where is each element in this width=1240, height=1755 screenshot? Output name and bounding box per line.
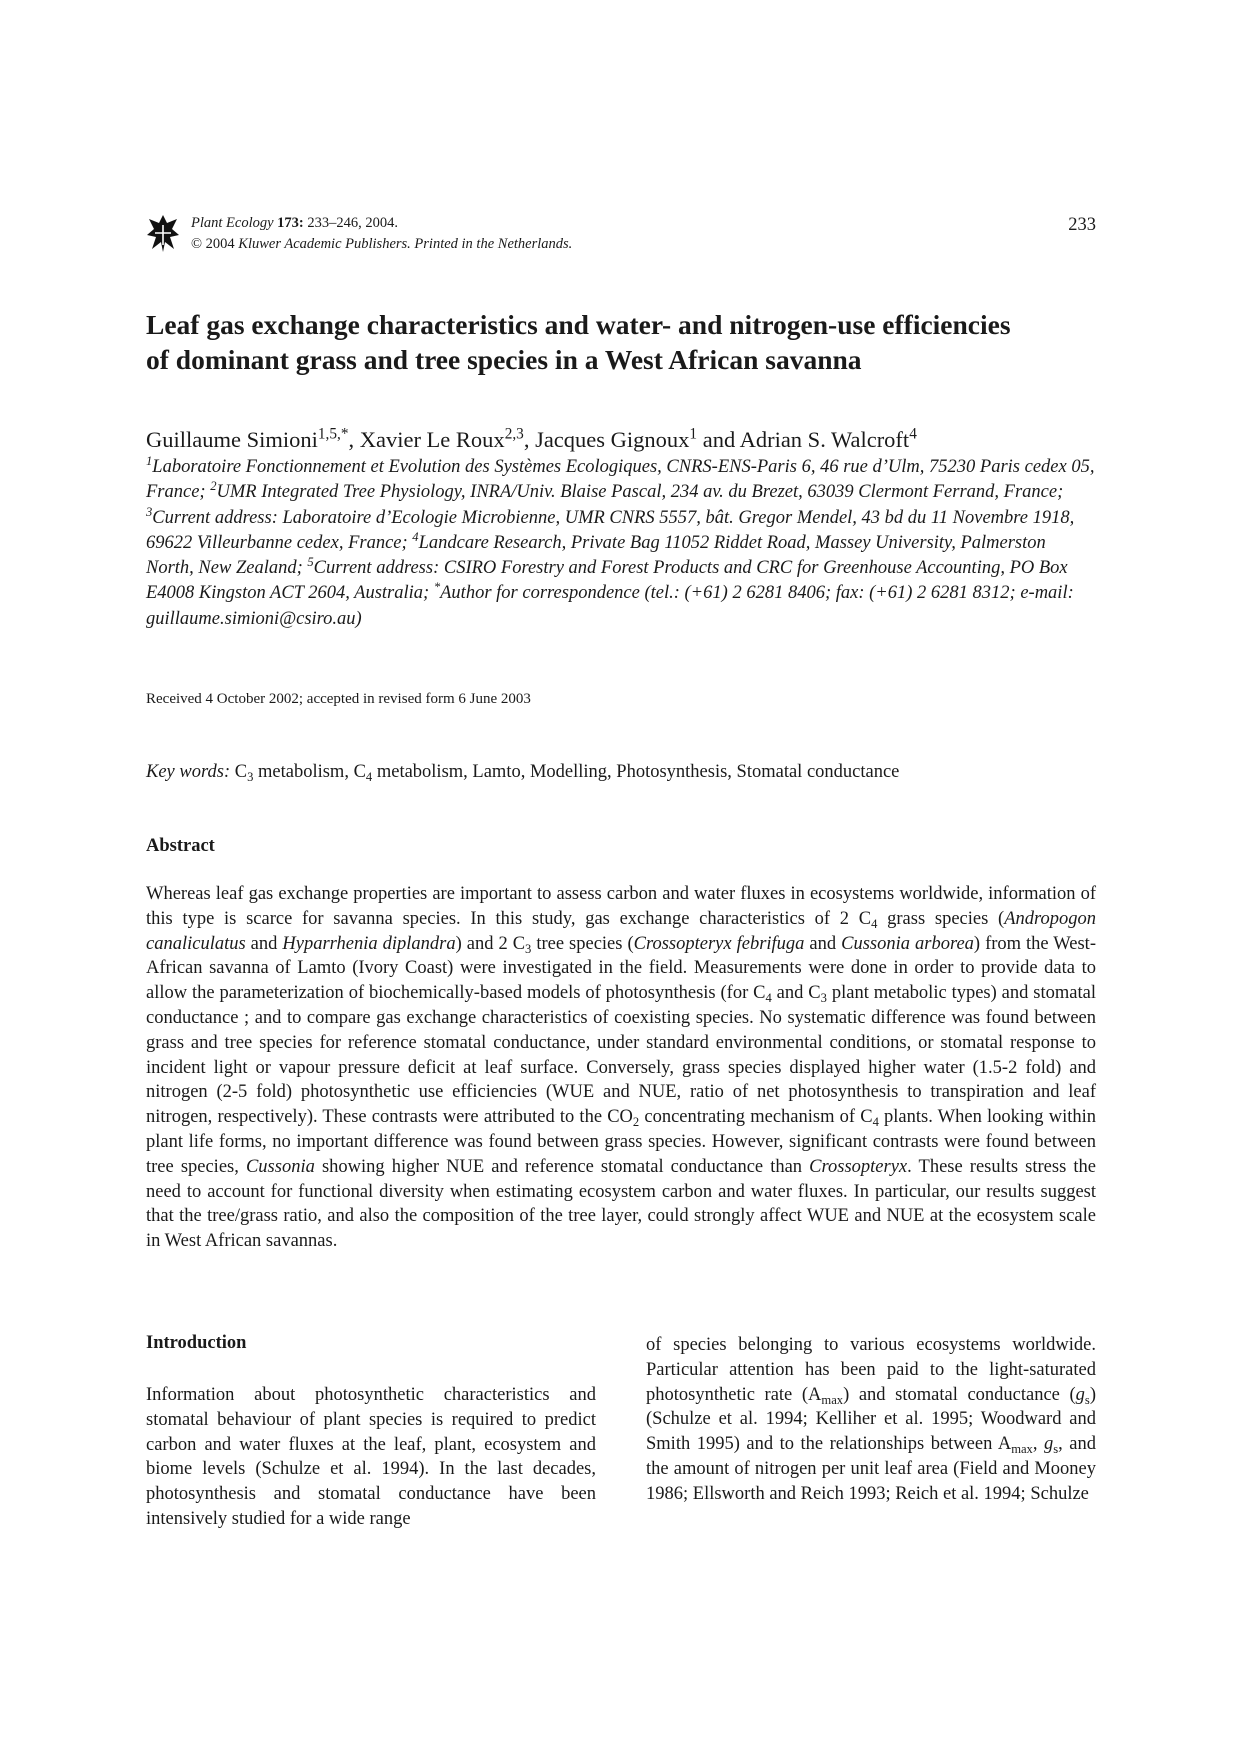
abstract-body — [146, 882, 1096, 1254]
text-run: ) and stomatal conductance ( — [843, 1384, 1076, 1405]
subscript: 4 — [871, 916, 878, 931]
symbol: g — [1043, 1434, 1054, 1455]
subscript: 3 — [247, 769, 254, 784]
text-run: of species belonging to various ecosystems worldwide. Particular attention has been paid to the light-saturated photosynthetic rate (A — [646, 1335, 1096, 1405]
keywords-text: metabolism, C — [253, 762, 366, 782]
species-name: Cussonia — [245, 1156, 315, 1177]
text-run: Whereas leaf gas exchange properties are important to assess carbon and water fluxes in ecosystems worldwide, information of this type is scarce for savanna species. In this study, gas exchange characteristics of 2 C — [146, 884, 1096, 929]
title-line-2: of dominant grass and tree species in a West African savanna — [146, 344, 862, 375]
keywords-text: C — [230, 762, 248, 782]
introduction-heading: Introduction — [146, 1333, 247, 1353]
subscript: s — [1084, 1392, 1090, 1407]
page-number: 233 — [1068, 215, 1096, 235]
text-run: concentrating mechanism of C — [639, 1107, 873, 1128]
species-name: Andropogon canaliculatus — [146, 908, 1097, 954]
text-run: and — [245, 933, 283, 954]
subscript: max — [1011, 1441, 1033, 1456]
affiliation-marker: * — [433, 580, 441, 595]
text-run: . These results stress the need to account for functional diversity when estimating ecosystem carbon and water fluxes. In particular, our results suggest that the tree/grass ratio, and also the composition of the tree layer, could strongly affect WUE and NUE at the ecosystem scale in West African savannas. — [146, 1156, 1096, 1252]
author-list — [146, 426, 1096, 454]
text-run: , and the amount of nitrogen per unit leaf area (Field and Mooney 1986; Ellsworth and Reich 1993; Reich et al. 1994; Schulze — [646, 1434, 1096, 1504]
affiliation-text: Author for correspondence (tel.: (+61) 2 6281 8406; fax: (+61) 2 6281 8312; e-mail: guillaume.simioni@csiro.au) — [146, 583, 1074, 629]
subscript: 4 — [765, 990, 772, 1005]
keywords-label: Key words: — [146, 762, 231, 782]
text-run: showing higher NUE and reference stomatal conductance than — [314, 1156, 810, 1177]
publisher-logo-icon — [146, 213, 180, 253]
species-name: Hyparrhenia diplandra — [282, 933, 456, 954]
title-line-1: Leaf gas exchange characteristics and water- and nitrogen-use efficiencies — [146, 309, 1011, 340]
text-run: plants. When looking within plant life forms, no important difference was found between grass species. However, significant contrasts were found between tree species, — [146, 1107, 1096, 1177]
affiliation-marker: 2 — [210, 479, 217, 494]
affiliation-marker: 5 — [307, 555, 314, 570]
subscript: s — [1053, 1441, 1059, 1456]
author-superscript: 2,3 — [504, 425, 524, 443]
keywords — [146, 762, 1096, 783]
species-name: Cussonia arborea — [841, 933, 974, 954]
subscript: 4 — [872, 1114, 879, 1129]
text-run: ) from the West-African savanna of Lamto (Ivory Coast) were investigated in the field. Measurements were done in order to provide data to allow the parameterization of biochemically-based models of photosynthesis (for C — [146, 933, 1096, 1004]
affiliation-marker: 1 — [146, 454, 153, 469]
journal-pages: 233–246, 2004. — [303, 215, 399, 231]
introduction-column-right — [646, 1333, 1096, 1507]
copyright-line — [191, 234, 572, 255]
symbol: g — [1075, 1384, 1085, 1405]
received-dates: Received 4 October 2002; accepted in revised form 6 June 2003 — [146, 691, 531, 707]
journal-line — [191, 213, 572, 234]
subscript: 3 — [525, 941, 532, 956]
text-run: and C — [771, 983, 821, 1004]
subscript: 3 — [820, 990, 827, 1005]
subscript: max — [821, 1392, 844, 1407]
species-name: Crossopteryx febrifuga — [633, 933, 805, 954]
journal-name: Plant Ecology — [191, 215, 274, 231]
author-name: Guillaume Simioni — [146, 427, 318, 452]
abstract-heading: Abstract — [146, 836, 215, 856]
species-name: Crossopteryx — [809, 1156, 908, 1177]
text-run: and — [804, 933, 842, 954]
publisher-name: Kluwer Academic Publishers. Printed in the Netherlands. — [238, 236, 573, 252]
author-superscript: 1,5,* — [317, 425, 349, 443]
journal-volume: 173: — [277, 215, 304, 231]
affiliation-marker: 4 — [412, 529, 419, 544]
text-run: plant metabolic types) and stomatal conductance ; and to compare gas exchange characteristics of coexisting species. No systematic difference was found between grass and tree species for reference stomatal conductance, under standard environmental conditions, or stomatal response to incident light or vapour pressure deficit at leaf surface. Conversely, grass species displayed higher water (1.5-2 fold) and nitrogen (2-5 fold) photosynthetic use efficiencies (WUE and NUE, ratio of net photosynthesis to transpiration and leaf nitrogen, respectively). These contrasts were attributed to the CO — [146, 983, 1096, 1128]
author-name: , Jacques Gignoux — [523, 427, 690, 452]
affiliation-marker: 3 — [146, 504, 153, 519]
affiliation-text: UMR Integrated Tree Physiology, INRA/Univ. Blaise Pascal, 234 av. du Brezet, 63039 Clermont Ferrand, France; — [216, 482, 1064, 503]
affiliation-text: Landcare Research, Private Bag 11052 Riddet Road, Massey University, Palmerston North, New Zealand; — [146, 532, 1046, 579]
introduction-column-left: Information about photosynthetic characteristics and stomatal behaviour of plant species is required to predict carbon and water fluxes at the leaf, plant, ecosystem and biome levels (Schulze et al. 1994). In the last decades, photosynthesis and stomatal conductance have been intensively studied for a wide range — [146, 1385, 596, 1529]
author-name: , Xavier Le Roux — [348, 427, 505, 452]
subscript: 4 — [365, 769, 373, 784]
affiliation-text: Laboratoire Fonctionnement et Evolution des Systèmes Ecologiques, CNRS-ENS-Paris 6, 46 rue d’Ulm, 75230 Paris cedex 05, France; — [146, 457, 1095, 503]
paper-title — [146, 307, 1096, 377]
affiliations — [146, 455, 1096, 632]
keywords-text: metabolism, Lamto, Modelling, Photosynthesis, Stomatal conductance — [372, 762, 900, 782]
copyright-year: 2004 — [202, 236, 239, 252]
affiliation-text: Current address: CSIRO Forestry and Forest Products and CRC for Greenhouse Accounting, PO Box E4008 Kingston ACT 2604, Australia; — [146, 558, 1068, 604]
author-superscript: 1 — [689, 425, 698, 443]
subscript: 2 — [632, 1114, 640, 1129]
text-run: tree species ( — [531, 933, 634, 954]
text-run: ) and 2 C — [455, 933, 526, 954]
text-run: , — [1032, 1434, 1044, 1455]
text-run: grass species ( — [877, 908, 1005, 929]
text-run: ) (Schulze et al. 1994; Kelliher et al. 1995; Woodward and Smith 1995) and to the relationships between A — [646, 1384, 1096, 1455]
copyright-symbol: © — [191, 236, 203, 252]
author-superscript: 4 — [909, 425, 917, 443]
author-name: and Adrian S. Walcroft — [697, 427, 910, 452]
journal-citation — [191, 213, 572, 255]
affiliation-text: Current address: Laboratoire d’Ecologie Microbienne, UMR CNRS 5557, bât. Gregor Mendel, 43 bd du 11 Novembre 1918, 69622 Villeurbanne cedex, France; — [146, 507, 1075, 553]
